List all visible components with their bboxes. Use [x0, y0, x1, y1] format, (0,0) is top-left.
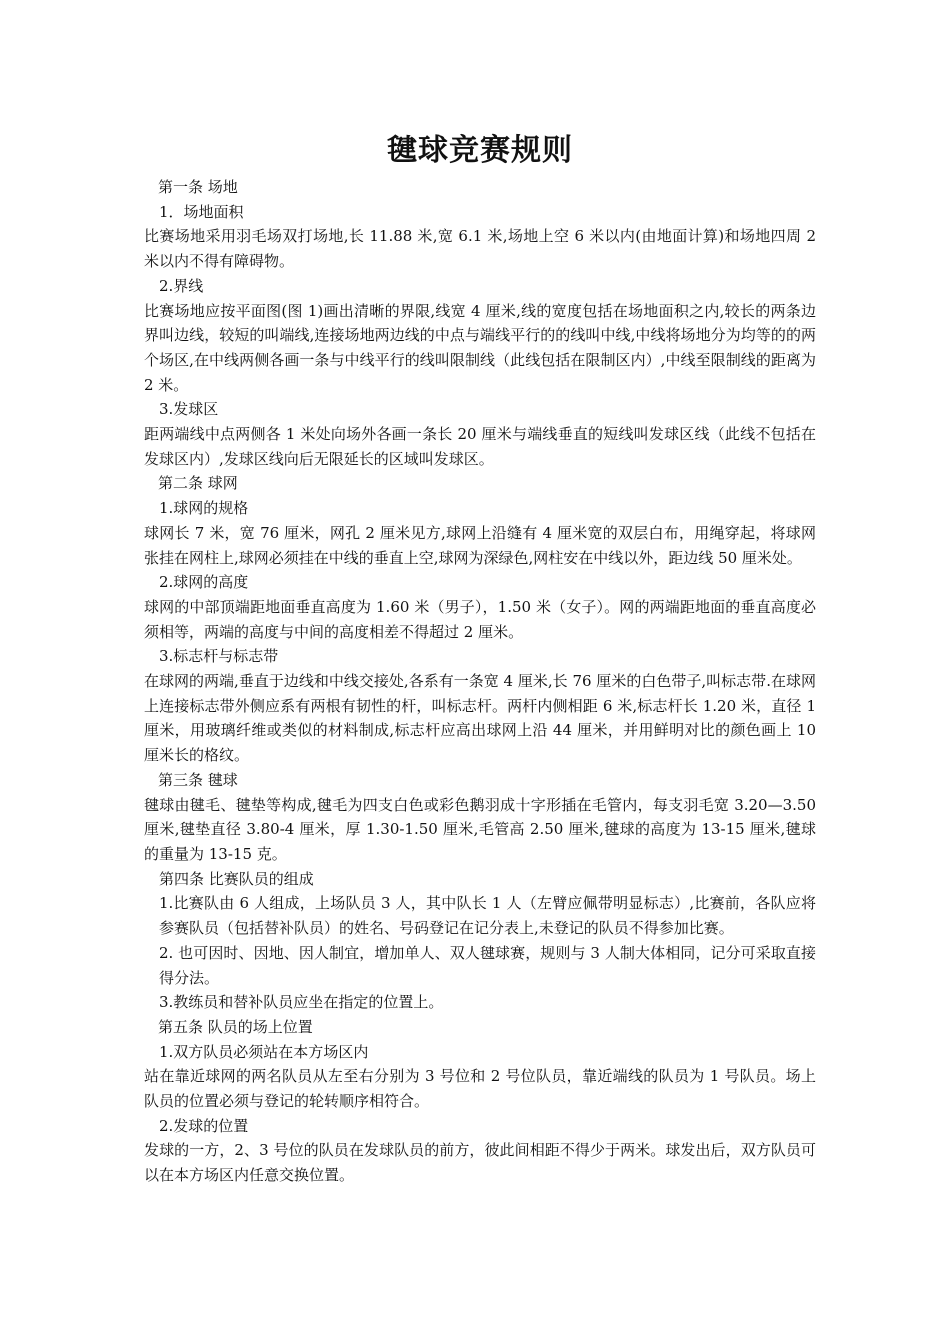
section-heading: 3.教练员和替补队员应坐在指定的位置上。 [159, 993, 444, 1012]
section-heading: 1．场地面积 [159, 202, 244, 221]
article-heading: 第三条 毽球 [158, 770, 238, 789]
paragraph: 比赛场地应按平面图(图 1)画出清晰的界限,线宽 4 厘米,线的宽度包括在场地面积之内,较长的两条边界叫边线，较短的叫端线,连接场地两边线的中点与端线平行的的线叫中线,中线将场地分为均等的的两个场区,在中线两侧各画一条与中线平行的线叫限制线（此线包括在限制区内）,中线至限制线的距离为 2 米。 [144, 301, 816, 394]
document-title: 毽球竞赛规则 [387, 133, 573, 168]
article-heading: 第二条 球网 [158, 474, 238, 493]
paragraph: 站在靠近球网的两名队员从左至右分别为 3 号位和 2 号位队员，靠近端线的队员为 1 号队员。场上队员的位置必须与登记的轮转顺序相符合。 [144, 1067, 816, 1111]
paragraph: 发球的一方，2、3 号位的队员在发球队员的前方，彼此间相距不得少于两米。球发出后，双方队员可以在本方场区内任意交换位置。 [144, 1141, 816, 1185]
article-heading: 第五条 队员的场上位置 [158, 1017, 313, 1036]
article-heading: 第一条 场地 [158, 178, 238, 196]
paragraph: 毽球由毽毛、毽垫等构成,毽毛为四支白色或彩色鹅羽成十字形插在毛管内，每支羽毛宽 3.20—3.50 厘米,毽垫直径 3.80-4 厘米，厚 1.30-1.50 厘米,毛管高 2.50 厘米,毽球的高度为 13-15 厘米,毽球的重量为 13-15 克。 [144, 795, 816, 863]
section-heading: 2.界线 [159, 276, 204, 295]
paragraph: 比赛场地采用羽毛场双打场地,长 11.88 米,宽 6.1 米,场地上空 6 米以内(由地面计算)和场地四周 2 米以内不得有障碍物。 [144, 227, 816, 271]
section-heading: 第四条 比赛队员的组成 [159, 869, 314, 888]
section-heading: 2.发球的位置 [159, 1116, 249, 1135]
section-heading: 1.球网的规格 [159, 499, 249, 518]
paragraph: 距两端线中点两侧各 1 米处向场外各画一条长 20 厘米与端线垂直的短线叫发球区线（此线不包括在发球区内）,发球区线向后无限延长的区域叫发球区。 [144, 425, 816, 468]
section-heading: 3.标志杆与标志带 [159, 647, 279, 666]
paragraph: 球网的中部顶端距地面垂直高度为 1.60 米（男子），1.50 米（女子）。网的两端距地面的垂直高度必须相等，两端的高度与中间的高度相差不得超过 2 厘米。 [144, 597, 816, 641]
paragraph: 球网长 7 米，宽 76 厘米，网孔 2 厘米见方,球网上沿缝有 4 厘米宽的双层白布，用绳穿起，将球网张挂在网柱上,球网必须挂在中线的垂直上空,球网为深绿色,网柱安在中线以外，距边线 50 厘米处。 [144, 523, 816, 567]
paragraph: 在球网的两端,垂直于边线和中线交接处,各系有一条宽 4 厘米,长 76 厘米的白色带子,叫标志带.在球网上连接标志带外侧应系有两根有韧性的杆，叫标志杆。两杆内侧相距 6 米,标志杆长 1.20 米，直径 1 厘米，用玻璃纤维或类似的材料制成,标志杆应高出球网上沿 44 厘米，并用鲜明对比的颜色画上 10 厘米长的格纹。 [144, 672, 816, 765]
document-body [144, 175, 816, 1188]
paragraph: 2. 也可因时、因地、因人制宜，增加单人、双人毽球赛，规则与 3 人制大体相同，记分可采取直接得分法。 [159, 943, 816, 987]
section-heading: 3.发球区 [159, 400, 219, 419]
paragraph: 1.比赛队由 6 人组成，上场队员 3 人，其中队长 1 人（左臂应佩带明显标志）,比赛前，各队应将参赛队员（包括替补队员）的姓名、号码登记在记分表上,未登记的队员不得参加比赛。 [159, 894, 816, 938]
section-heading: 2.球网的高度 [159, 573, 249, 592]
document-page [144, 126, 816, 1188]
section-heading: 1.双方队员必须站在本方场区内 [159, 1042, 369, 1061]
